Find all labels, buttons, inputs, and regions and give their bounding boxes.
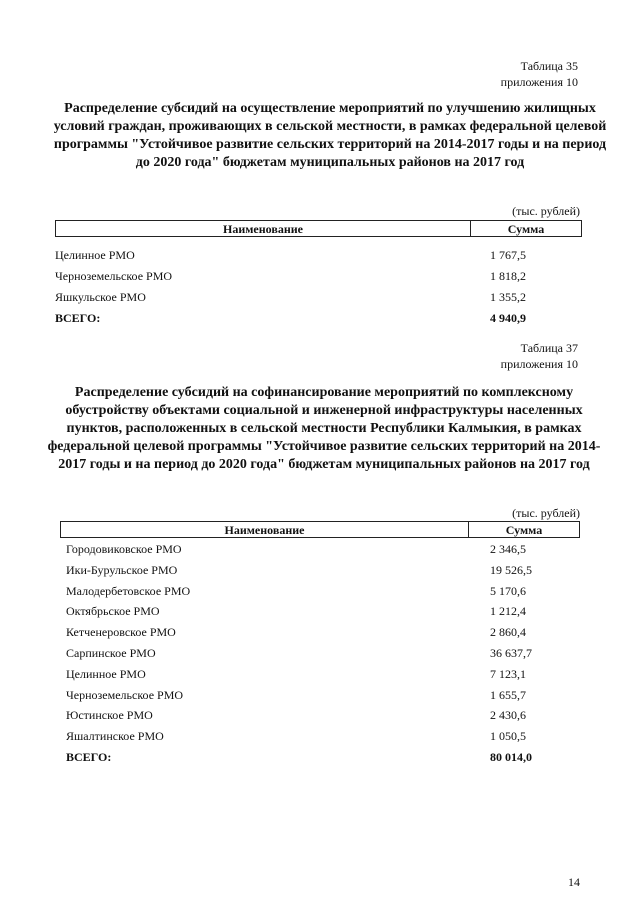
table-row	[66, 706, 570, 724]
row-name: Яшалтинское РМО	[66, 729, 164, 744]
total-label: ВСЕГО:	[55, 311, 101, 325]
row-name: Целинное РМО	[55, 248, 135, 262]
row-value: 5 170,6	[490, 583, 526, 598]
row-value: 19 526,5	[490, 562, 532, 577]
table-row	[55, 288, 570, 306]
row-value: 2 346,5	[490, 542, 526, 556]
table35-label	[501, 58, 578, 90]
table-row	[66, 686, 570, 704]
table35-header	[55, 220, 582, 237]
table35-units: (тыс. рублей)	[512, 204, 580, 218]
table37-label-line2: приложения 10	[500, 357, 578, 371]
row-value: 1 655,7	[490, 687, 526, 702]
table37-header-name: Наименование	[61, 522, 469, 537]
row-value: 1 050,5	[490, 729, 526, 744]
table-total-row	[55, 309, 570, 327]
table-row	[66, 623, 570, 641]
table35-label-line1: Таблица 35	[520, 59, 578, 73]
table-row	[66, 540, 570, 558]
table-row	[66, 561, 570, 579]
row-value: 2 430,6	[490, 708, 526, 723]
row-value: 1 212,4	[490, 604, 526, 619]
table35-label-line2: приложения 10	[500, 75, 578, 89]
table-row	[66, 582, 570, 600]
table35-title: Распределение субсидий на осуществление мероприятий по улучшению жилищных условий граждан, проживающих в сельской местности, в рамках федеральной целевой программы "Устойчивое развитие сельских территорий на 2014-2017 годы и на период до 2020 года" бюджетам муниципальных районов на 2017 год	[53, 101, 607, 170]
row-name: Юстинское РМО	[66, 708, 153, 723]
row-value: 2 860,4	[490, 625, 526, 640]
row-name: Целинное РМО	[66, 666, 146, 681]
row-name: Городовиковское РМО	[66, 542, 182, 556]
total-label: ВСЕГО:	[66, 750, 112, 764]
page-number: 14	[568, 875, 580, 889]
table-row	[66, 602, 570, 620]
table37-header-sum: Сумма	[505, 523, 543, 537]
total-value: 80 014,0	[490, 750, 532, 764]
table-row	[66, 665, 570, 683]
table35-header-sum: Сумма	[507, 222, 545, 236]
table37-label-line1: Таблица 37	[520, 341, 578, 355]
row-name: Яшкульское РМО	[55, 290, 146, 304]
row-value: 1 355,2	[490, 290, 526, 304]
table37-header	[60, 521, 580, 538]
row-name: Черноземельское РМО	[55, 269, 173, 283]
table-row	[55, 246, 570, 264]
table-total-row	[66, 748, 570, 766]
row-value: 1 818,2	[490, 269, 526, 283]
table-row	[66, 644, 570, 662]
row-name: Малодербетовское РМО	[66, 583, 191, 598]
table-row	[55, 267, 570, 285]
row-name: Октябрьское РМО	[66, 604, 160, 619]
table37-title: Распределение субсидий на софинансирование мероприятий по комплексному обустройству объектами социальной и инженерной инфраструктуры населенных пунктов, расположенных в сельской местности Республики Калмыкия, в рамках федеральной целевой программы "Устойчивое развитие сельских территорий на 2014-2017 годы и на период до 2020 года" бюджетам муниципальных районов на 2017 год	[47, 385, 601, 472]
row-name: Сарпинское РМО	[66, 646, 156, 660]
row-value: 36 637,7	[490, 646, 532, 660]
table35-header-name: Наименование	[56, 221, 471, 236]
row-name: Черноземельское РМО	[66, 687, 184, 702]
row-value: 1 767,5	[490, 248, 526, 262]
row-name: Кетченеровское РМО	[66, 625, 176, 640]
table-row	[66, 727, 570, 745]
table37-label	[501, 340, 578, 372]
total-value: 4 940,9	[490, 311, 526, 325]
row-value: 7 123,1	[490, 666, 526, 681]
table37-units: (тыс. рублей)	[512, 506, 580, 520]
row-name: Ики-Бурульское РМО	[66, 562, 178, 577]
